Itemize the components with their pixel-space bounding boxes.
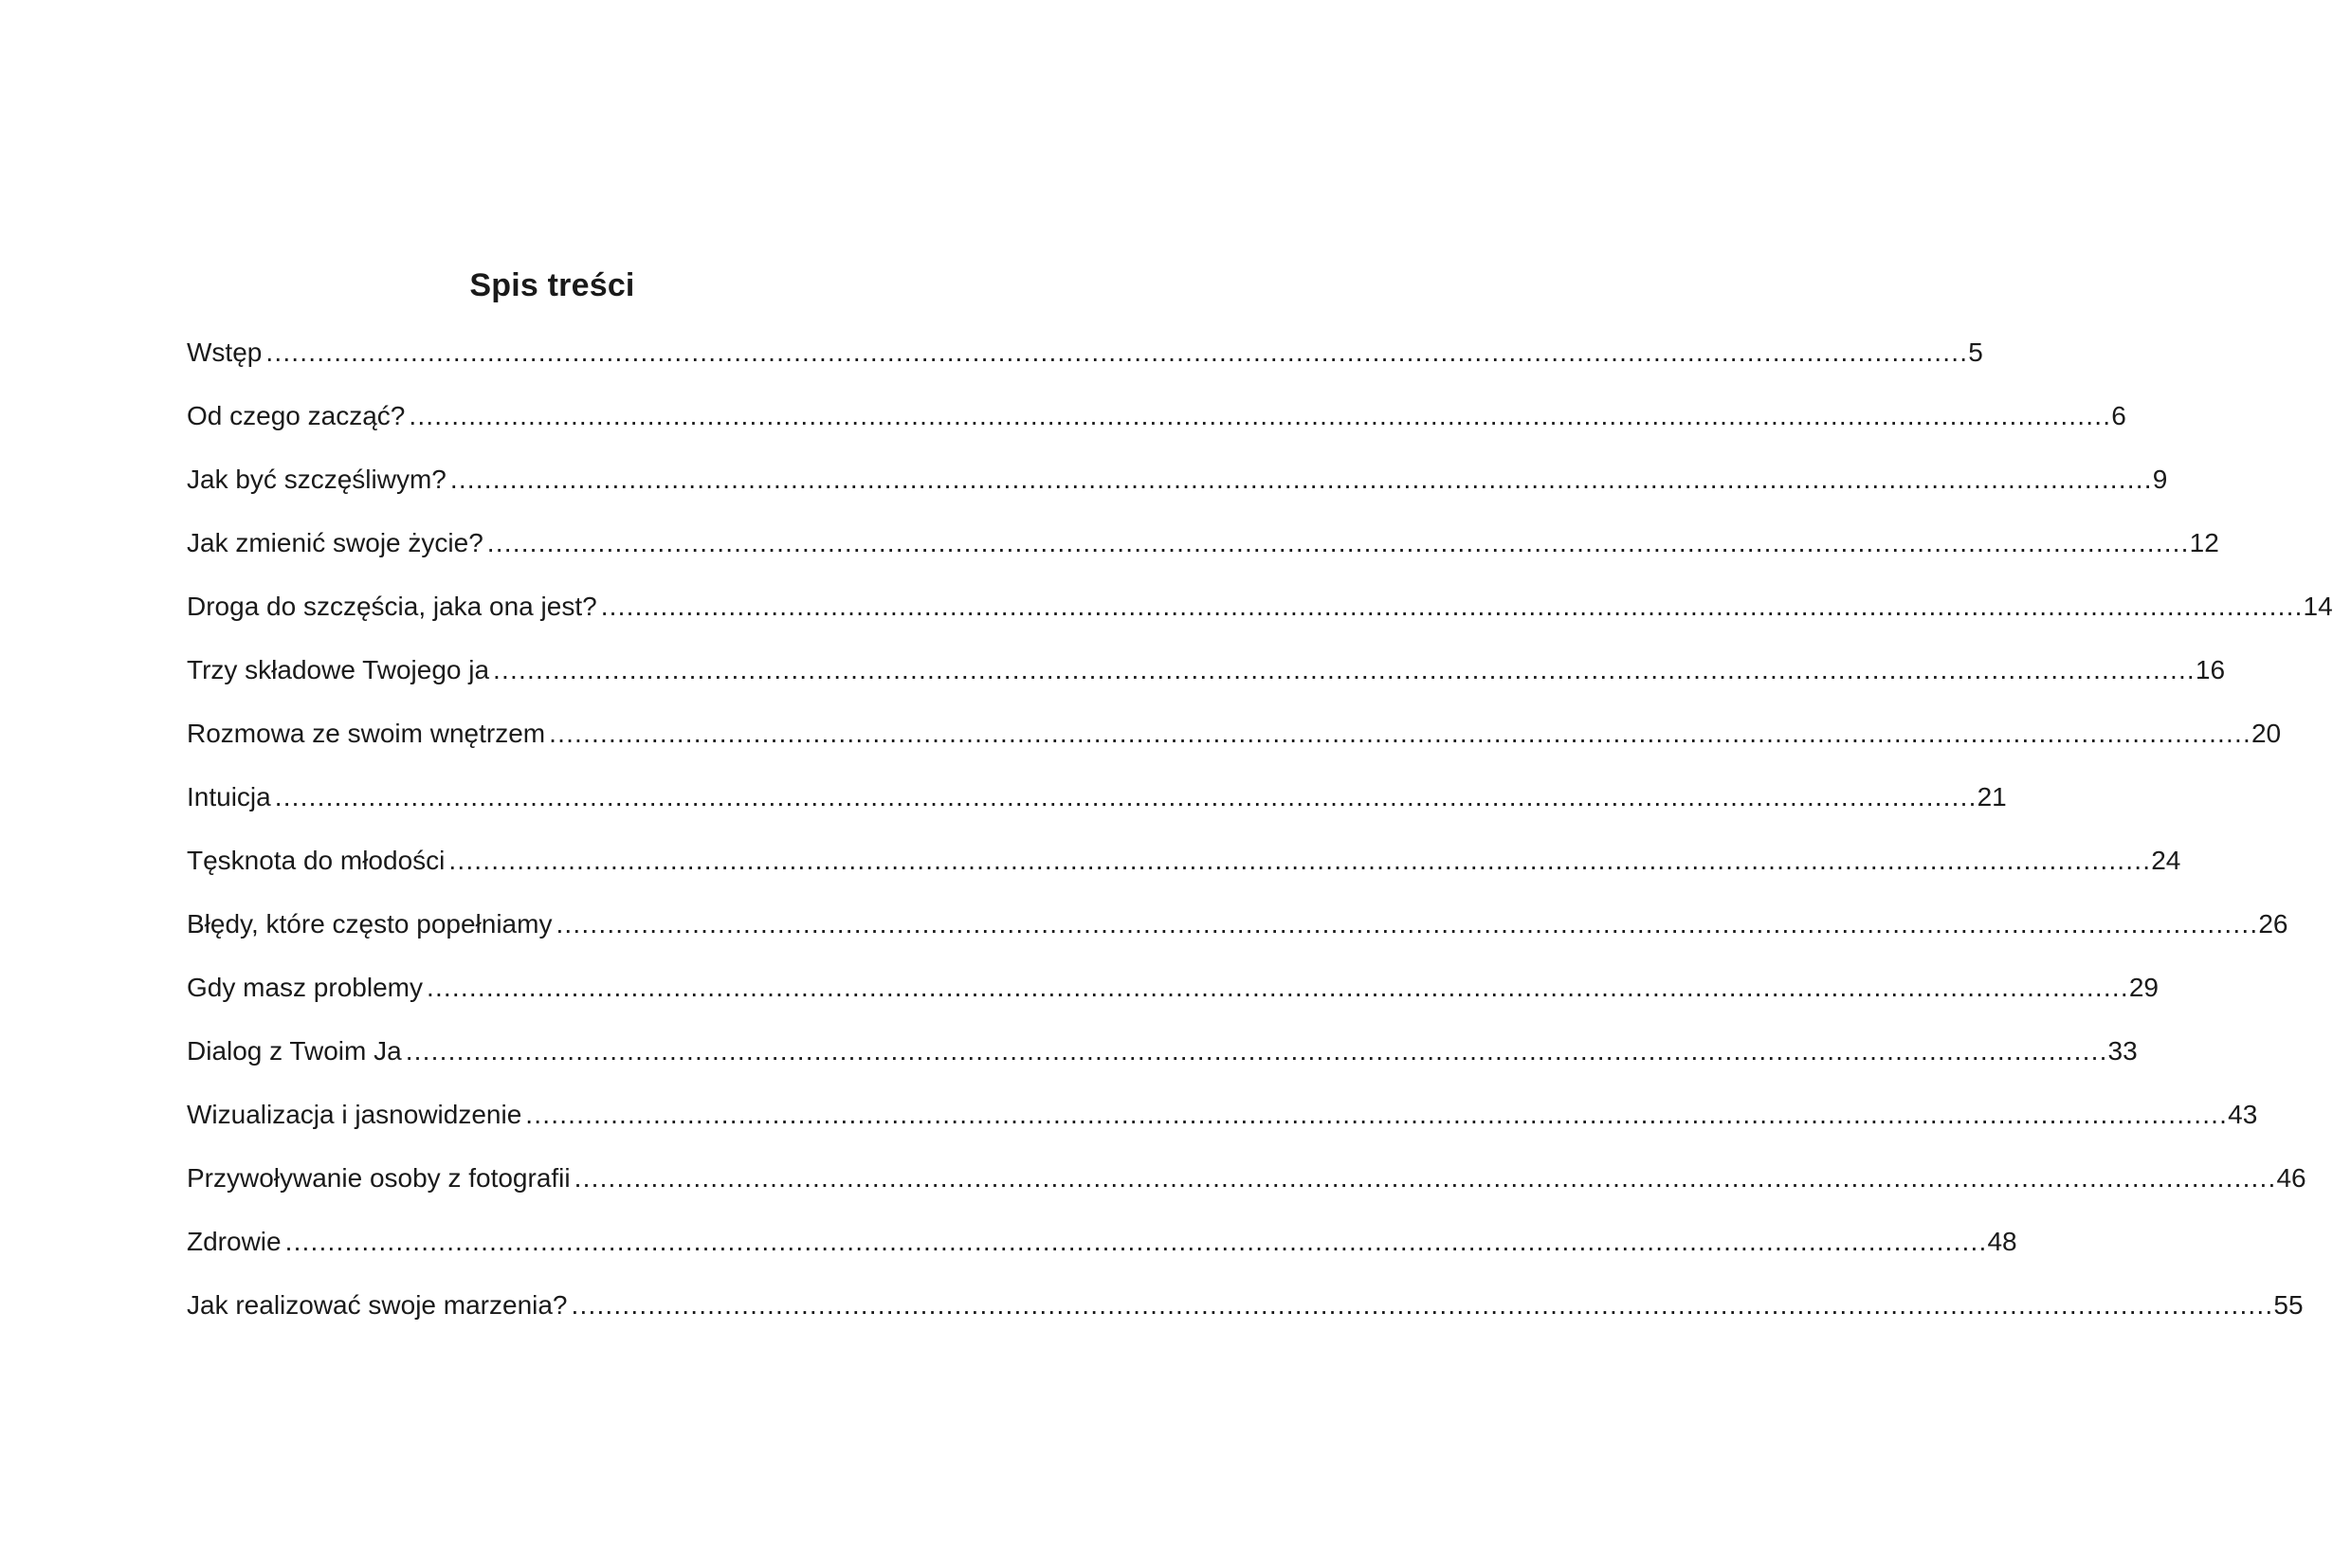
toc-entry-label: Droga do szczęścia, jaka ona jest? <box>187 592 597 621</box>
toc-entry <box>187 905 2288 969</box>
toc-entry-page: 9 <box>2152 465 2168 494</box>
toc-dot-leader: ........................................................................................................................................................................................................ <box>493 655 2196 684</box>
toc-entry-page: 43 <box>2228 1100 2258 1129</box>
toc-entry-label: Przywoływanie osoby z fotografii <box>187 1163 571 1193</box>
toc-entry-label: Błędy, które często popełniamy <box>187 909 553 939</box>
toc-entry-label: Trzy składowe Twojego ja <box>187 655 490 684</box>
toc-entry <box>187 715 2282 778</box>
toc-entry <box>187 969 2159 1032</box>
toc-dot-leader: ........................................................................................................................................................................................................ <box>405 1036 2108 1066</box>
toc-entry-label: Zdrowie <box>187 1227 282 1256</box>
toc-dot-leader: ........................................................................................................................................................................................................ <box>409 401 2112 430</box>
toc-entry <box>187 651 2226 715</box>
toc-entry-label: Tęsknota do młodości <box>187 846 446 875</box>
toc-dot-leader: ........................................................................................................................................................................................................ <box>600 592 2304 621</box>
toc-entry-page: 24 <box>2151 846 2181 875</box>
toc-entry-page: 16 <box>2195 655 2226 684</box>
toc-dot-leader: ........................................................................................................................................................................................................ <box>284 1227 1988 1256</box>
toc-entry-label: Jak zmienić swoje życie? <box>187 528 483 557</box>
toc-entry-page: 46 <box>2276 1163 2306 1193</box>
toc-entry <box>187 524 2219 588</box>
toc-entry <box>187 397 2126 461</box>
toc-dot-leader: ........................................................................................................................................................................................................ <box>426 973 2129 1002</box>
toc-entry-label: Intuicja <box>187 782 271 811</box>
toc-dot-leader: ........................................................................................................................................................................................................ <box>571 1290 2274 1320</box>
toc-dot-leader: ........................................................................................................................................................................................................ <box>449 465 2153 494</box>
toc-entry <box>187 1223 2017 1286</box>
toc-entry <box>187 1096 2258 1159</box>
toc-entry-page: 5 <box>1968 337 1983 367</box>
toc-entry-page: 55 <box>2273 1290 2304 1320</box>
toc-entry-page: 12 <box>2189 528 2219 557</box>
toc-entry-label: Dialog z Twoim Ja <box>187 1036 402 1066</box>
toc-entry-label: Jak być szczęśliwym? <box>187 465 447 494</box>
toc-dot-leader: ........................................................................................................................................................................................................ <box>574 1163 2277 1193</box>
toc-entry <box>187 1032 2138 1096</box>
toc-entry <box>187 1286 2304 1350</box>
toc-entry-label: Wstęp <box>187 337 263 367</box>
toc-entry-label: Jak realizować swoje marzenia? <box>187 1290 568 1320</box>
toc-entry-page: 6 <box>2111 401 2126 430</box>
toc-dot-leader: ........................................................................................................................................................................................................ <box>265 337 1969 367</box>
toc-entry-page: 33 <box>2107 1036 2138 1066</box>
table-of-contents <box>187 334 2333 1350</box>
toc-dot-leader: ........................................................................................................................................................................................................ <box>549 719 2251 748</box>
toc-entry <box>187 461 2168 524</box>
toc-entry-label: Od czego zacząć? <box>187 401 406 430</box>
toc-entry-page: 26 <box>2258 909 2288 939</box>
toc-entry <box>187 778 2007 842</box>
toc-dot-leader: ........................................................................................................................................................................................................ <box>486 528 2190 557</box>
toc-entry <box>187 588 2333 651</box>
toc-entry-label: Rozmowa ze swoim wnętrzem <box>187 719 546 748</box>
toc-title: Spis treści <box>469 267 635 303</box>
toc-dot-leader: ........................................................................................................................................................................................................ <box>448 846 2152 875</box>
toc-entry-page: 29 <box>2128 973 2159 1002</box>
toc-entry-label: Gdy masz problemy <box>187 973 423 1002</box>
toc-entry-page: 14 <box>2303 592 2333 621</box>
toc-entry-page: 20 <box>2251 719 2282 748</box>
toc-dot-leader: ........................................................................................................................................................................................................ <box>525 1100 2229 1129</box>
toc-dot-leader: ........................................................................................................................................................................................................ <box>556 909 2259 939</box>
toc-entry-label: Wizualizacja i jasnowidzenie <box>187 1100 522 1129</box>
toc-entry-page: 48 <box>1987 1227 2017 1256</box>
toc-entry <box>187 1159 2306 1223</box>
toc-dot-leader: ........................................................................................................................................................................................................ <box>274 782 1978 811</box>
toc-entry <box>187 842 2181 905</box>
toc-entry <box>187 334 1983 397</box>
toc-entry-page: 21 <box>1977 782 2007 811</box>
